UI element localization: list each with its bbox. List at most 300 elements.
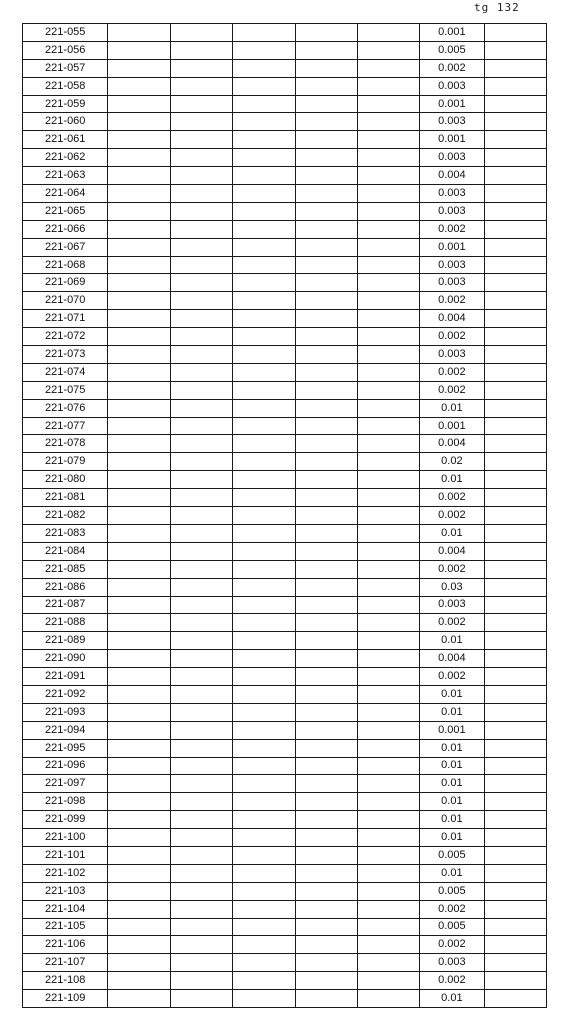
empty-cell [357,721,419,739]
sample-id-cell: 221-106 [23,936,108,954]
empty-cell [357,829,419,847]
empty-cell [170,202,232,220]
table-row [23,918,547,936]
empty-cell [108,900,170,918]
empty-cell [170,95,232,113]
empty-cell [233,507,295,525]
empty-cell [295,918,357,936]
empty-cell [233,524,295,542]
sample-id-cell: 221-074 [23,363,108,381]
value-cell: 0.005 [420,918,484,936]
table-row [23,328,547,346]
empty-cell [295,829,357,847]
empty-cell [357,846,419,864]
empty-cell [357,954,419,972]
value-cell: 0.01 [420,703,484,721]
empty-cell [233,149,295,167]
empty-cell [170,149,232,167]
empty-cell [295,614,357,632]
empty-cell [108,24,170,42]
empty-cell [170,453,232,471]
sample-id-cell: 221-107 [23,954,108,972]
empty-cell [484,346,546,364]
sample-id-cell: 221-055 [23,24,108,42]
empty-cell [170,167,232,185]
sample-id-cell: 221-092 [23,685,108,703]
value-cell: 0.004 [420,435,484,453]
empty-cell [484,614,546,632]
sample-id-cell: 221-081 [23,489,108,507]
empty-cell [108,471,170,489]
table-row [23,346,547,364]
empty-cell [484,149,546,167]
empty-cell [170,829,232,847]
empty-cell [233,650,295,668]
empty-cell [295,954,357,972]
empty-cell [484,292,546,310]
value-cell: 0.003 [420,149,484,167]
empty-cell [233,238,295,256]
value-cell: 0.005 [420,882,484,900]
empty-cell [295,668,357,686]
sample-id-cell: 221-079 [23,453,108,471]
empty-cell [357,202,419,220]
value-cell: 0.001 [420,24,484,42]
table-row [23,256,547,274]
empty-cell [233,936,295,954]
empty-cell [295,560,357,578]
sample-id-cell: 221-077 [23,417,108,435]
empty-cell [170,900,232,918]
empty-cell [108,59,170,77]
empty-cell [295,256,357,274]
sample-id-cell: 221-104 [23,900,108,918]
table-row [23,560,547,578]
empty-cell [233,775,295,793]
table-row [23,793,547,811]
empty-cell [295,900,357,918]
empty-cell [108,578,170,596]
table-row [23,721,547,739]
empty-cell [484,489,546,507]
empty-cell [484,954,546,972]
empty-cell [170,399,232,417]
empty-cell [108,668,170,686]
value-cell: 0.003 [420,185,484,203]
empty-cell [357,990,419,1008]
empty-cell [233,363,295,381]
empty-cell [233,596,295,614]
empty-cell [108,167,170,185]
empty-cell [295,363,357,381]
empty-cell [233,560,295,578]
empty-cell [108,936,170,954]
empty-cell [295,381,357,399]
empty-cell [295,596,357,614]
empty-cell [170,632,232,650]
empty-cell [295,990,357,1008]
empty-cell [108,489,170,507]
table-row [23,650,547,668]
empty-cell [233,435,295,453]
empty-cell [170,668,232,686]
empty-cell [484,417,546,435]
value-cell: 0.003 [420,202,484,220]
sample-id-cell: 221-109 [23,990,108,1008]
empty-cell [295,59,357,77]
empty-cell [170,775,232,793]
table-row [23,524,547,542]
value-cell: 0.003 [420,596,484,614]
empty-cell [170,381,232,399]
empty-cell [484,936,546,954]
empty-cell [170,972,232,990]
table-row [23,829,547,847]
empty-cell [484,310,546,328]
value-cell: 0.003 [420,256,484,274]
sample-id-cell: 221-103 [23,882,108,900]
empty-cell [170,650,232,668]
empty-cell [233,59,295,77]
empty-cell [295,453,357,471]
table-row [23,310,547,328]
table-row [23,149,547,167]
sample-id-cell: 221-086 [23,578,108,596]
empty-cell [170,918,232,936]
empty-cell [233,972,295,990]
empty-cell [233,668,295,686]
empty-cell [484,24,546,42]
empty-cell [108,524,170,542]
empty-cell [295,489,357,507]
empty-cell [295,417,357,435]
empty-cell [108,274,170,292]
empty-cell [170,346,232,364]
empty-cell [357,131,419,149]
sample-id-cell: 221-093 [23,703,108,721]
empty-cell [170,954,232,972]
empty-cell [295,685,357,703]
empty-cell [357,274,419,292]
empty-cell [357,113,419,131]
table-row [23,202,547,220]
table-row [23,24,547,42]
value-cell: 0.001 [420,131,484,149]
empty-cell [357,471,419,489]
empty-cell [233,292,295,310]
value-cell: 0.01 [420,524,484,542]
empty-cell [233,77,295,95]
empty-cell [108,632,170,650]
empty-cell [357,220,419,238]
empty-cell [357,41,419,59]
table-row [23,900,547,918]
empty-cell [233,453,295,471]
table-row [23,685,547,703]
empty-cell [233,793,295,811]
empty-cell [357,310,419,328]
empty-cell [295,972,357,990]
empty-cell [108,399,170,417]
empty-cell [170,238,232,256]
value-cell: 0.003 [420,77,484,95]
empty-cell [484,703,546,721]
empty-cell [484,59,546,77]
empty-cell [233,95,295,113]
empty-cell [108,596,170,614]
sample-id-cell: 221-059 [23,95,108,113]
empty-cell [233,113,295,131]
empty-cell [108,864,170,882]
sample-id-cell: 221-062 [23,149,108,167]
empty-cell [295,757,357,775]
sample-id-cell: 221-105 [23,918,108,936]
empty-cell [170,596,232,614]
table-row [23,578,547,596]
empty-cell [233,310,295,328]
empty-cell [233,990,295,1008]
empty-cell [357,185,419,203]
empty-cell [357,542,419,560]
value-cell: 0.02 [420,453,484,471]
empty-cell [484,775,546,793]
empty-cell [108,990,170,1008]
empty-cell [484,596,546,614]
empty-cell [295,24,357,42]
empty-cell [108,113,170,131]
empty-cell [170,846,232,864]
table-row [23,435,547,453]
empty-cell [233,24,295,42]
empty-cell [357,614,419,632]
empty-cell [357,453,419,471]
table-row [23,489,547,507]
empty-cell [170,739,232,757]
empty-cell [295,650,357,668]
empty-cell [484,668,546,686]
empty-cell [484,328,546,346]
empty-cell [108,202,170,220]
value-cell: 0.01 [420,399,484,417]
empty-cell [108,739,170,757]
empty-cell [295,346,357,364]
empty-cell [170,542,232,560]
empty-cell [295,882,357,900]
empty-cell [170,59,232,77]
empty-cell [108,757,170,775]
empty-cell [170,578,232,596]
empty-cell [295,793,357,811]
empty-cell [170,524,232,542]
empty-cell [233,918,295,936]
empty-cell [484,435,546,453]
empty-cell [295,167,357,185]
empty-cell [295,864,357,882]
empty-cell [484,95,546,113]
empty-cell [108,882,170,900]
sample-id-cell: 221-094 [23,721,108,739]
empty-cell [108,95,170,113]
empty-cell [484,811,546,829]
empty-cell [108,131,170,149]
empty-cell [295,524,357,542]
table-row [23,668,547,686]
empty-cell [233,41,295,59]
empty-cell [108,310,170,328]
value-cell: 0.01 [420,829,484,847]
table-body [23,24,547,1008]
value-cell: 0.002 [420,220,484,238]
sample-id-cell: 221-067 [23,238,108,256]
data-table [22,23,547,1008]
empty-cell [170,41,232,59]
empty-cell [295,435,357,453]
sample-id-cell: 221-073 [23,346,108,364]
empty-cell [170,256,232,274]
table-row [23,167,547,185]
empty-cell [170,721,232,739]
table-row [23,185,547,203]
value-cell: 0.01 [420,685,484,703]
empty-cell [357,381,419,399]
value-cell: 0.004 [420,310,484,328]
sample-id-cell: 221-075 [23,381,108,399]
empty-cell [357,632,419,650]
empty-cell [170,417,232,435]
empty-cell [357,578,419,596]
empty-cell [484,721,546,739]
value-cell: 0.002 [420,489,484,507]
empty-cell [484,757,546,775]
empty-cell [484,685,546,703]
empty-cell [233,489,295,507]
empty-cell [357,811,419,829]
empty-cell [357,292,419,310]
empty-cell [170,560,232,578]
sample-id-cell: 221-064 [23,185,108,203]
empty-cell [233,220,295,238]
empty-cell [484,632,546,650]
empty-cell [295,542,357,560]
empty-cell [170,614,232,632]
empty-cell [484,381,546,399]
sample-id-cell: 221-087 [23,596,108,614]
table-row [23,864,547,882]
table-row [23,131,547,149]
empty-cell [484,274,546,292]
empty-cell [233,542,295,560]
empty-cell [233,578,295,596]
empty-cell [357,435,419,453]
empty-cell [170,292,232,310]
value-cell: 0.002 [420,328,484,346]
empty-cell [170,793,232,811]
sample-id-cell: 221-098 [23,793,108,811]
empty-cell [108,381,170,399]
empty-cell [295,220,357,238]
empty-cell [357,524,419,542]
value-cell: 0.002 [420,936,484,954]
empty-cell [357,417,419,435]
empty-cell [484,578,546,596]
empty-cell [170,131,232,149]
empty-cell [484,220,546,238]
empty-cell [233,846,295,864]
value-cell: 0.001 [420,417,484,435]
empty-cell [484,185,546,203]
sample-id-cell: 221-076 [23,399,108,417]
value-cell: 0.03 [420,578,484,596]
sample-id-cell: 221-084 [23,542,108,560]
sample-id-cell: 221-068 [23,256,108,274]
sample-id-cell: 221-083 [23,524,108,542]
empty-cell [295,95,357,113]
sample-id-cell: 221-065 [23,202,108,220]
empty-cell [295,202,357,220]
empty-cell [233,381,295,399]
empty-cell [233,471,295,489]
table-row [23,220,547,238]
empty-cell [108,238,170,256]
table-row [23,399,547,417]
value-cell: 0.001 [420,95,484,113]
value-cell: 0.005 [420,846,484,864]
table-row [23,703,547,721]
sample-id-cell: 221-058 [23,77,108,95]
empty-cell [170,185,232,203]
sample-id-cell: 221-061 [23,131,108,149]
table-row [23,954,547,972]
empty-cell [108,149,170,167]
empty-cell [170,864,232,882]
empty-cell [484,524,546,542]
value-cell: 0.004 [420,167,484,185]
empty-cell [233,829,295,847]
empty-cell [295,507,357,525]
table-row [23,417,547,435]
empty-cell [295,578,357,596]
empty-cell [357,739,419,757]
empty-cell [233,757,295,775]
table-row [23,632,547,650]
empty-cell [108,685,170,703]
empty-cell [108,650,170,668]
table-row [23,59,547,77]
table-row [23,542,547,560]
empty-cell [233,399,295,417]
empty-cell [170,489,232,507]
empty-cell [484,972,546,990]
empty-cell [357,363,419,381]
sample-id-cell: 221-099 [23,811,108,829]
empty-cell [170,703,232,721]
empty-cell [357,95,419,113]
sample-id-cell: 221-091 [23,668,108,686]
table-row [23,95,547,113]
empty-cell [233,202,295,220]
empty-cell [108,918,170,936]
empty-cell [233,131,295,149]
value-cell: 0.001 [420,238,484,256]
table-row [23,471,547,489]
empty-cell [170,685,232,703]
sample-id-cell: 221-089 [23,632,108,650]
empty-cell [108,256,170,274]
empty-cell [170,220,232,238]
table-row [23,775,547,793]
table-row [23,381,547,399]
empty-cell [295,292,357,310]
